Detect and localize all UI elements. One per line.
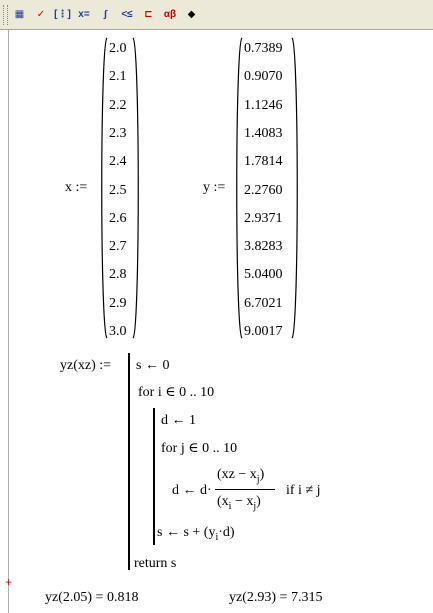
greek-icon[interactable]: αβ	[163, 9, 177, 20]
calculator-icon[interactable]: ▦	[14, 9, 25, 20]
fraction-bar	[215, 489, 275, 490]
y-cell-4[interactable]: 1.7814	[244, 154, 283, 170]
x-cell-6[interactable]: 2.6	[109, 210, 127, 226]
y-cell-2[interactable]: 1.1246	[244, 97, 283, 113]
calculus-icon[interactable]: ∫	[104, 9, 107, 20]
y-cell-9[interactable]: 6.7021	[244, 295, 283, 311]
function-definition-label: yz(xz) :=	[60, 358, 112, 373]
program-outer-bar	[128, 353, 130, 570]
y-cell-1[interactable]: 0.9070	[244, 69, 283, 85]
y-vector[interactable]	[234, 36, 300, 340]
y-cell-6[interactable]: 2.9371	[244, 210, 283, 226]
for-i-line[interactable]: for i ∈ 0 .. 10	[138, 385, 215, 400]
x-cell-9[interactable]: 2.9	[109, 295, 127, 311]
x-cell-0[interactable]: 2.0	[109, 41, 127, 56]
x-cell-5[interactable]: 2.5	[109, 182, 127, 198]
s-update-line[interactable]: s ← $s + (y_i\cdot d)$	[157, 525, 235, 543]
y-cell-3[interactable]: 1.4083	[244, 125, 283, 141]
evaluation-icon[interactable]: x=	[78, 9, 90, 20]
y-cell-10[interactable]: 9.0017	[244, 324, 283, 339]
y-definition-label: y :=	[203, 180, 226, 195]
result-1-expr: yz(2.05)	[45, 590, 93, 605]
result-1-value: 0.818	[106, 590, 139, 605]
d-init-line[interactable]: d ← 1	[161, 413, 196, 428]
x-cell-1[interactable]: 2.1	[109, 69, 127, 85]
programming-icon[interactable]: ⊏	[144, 9, 153, 20]
result-2-expr: yz(2.93)	[229, 590, 277, 605]
result-1-equals: =	[95, 590, 104, 605]
x-vector[interactable]	[99, 36, 141, 340]
x-cell-7[interactable]: 2.7	[109, 239, 127, 255]
matrix-icon[interactable]: [⋮]	[54, 9, 71, 20]
x-cell-8[interactable]: 2.8	[109, 267, 127, 283]
x-cell-4[interactable]: 2.4	[109, 154, 127, 170]
y-cell-5[interactable]: 2.2760	[244, 182, 283, 198]
insertion-cursor: +	[5, 575, 13, 589]
math-toolbar	[0, 0, 433, 30]
graph-icon[interactable]: ✓	[36, 9, 46, 20]
fraction-numerator: $(xz - x_j)$	[217, 467, 265, 485]
result-2[interactable]	[229, 591, 322, 605]
worksheet-margin	[8, 30, 9, 613]
symbolic-icon[interactable]: ◆	[187, 9, 196, 20]
for-j-line[interactable]: for j ∈ 0 .. 10	[161, 441, 238, 456]
fraction-denominator: $(x_i - x_j)$	[217, 494, 261, 512]
result-2-equals: =	[279, 590, 288, 605]
d-assign-prefix[interactable]: d ← d·	[172, 483, 212, 498]
toolbar-grip[interactable]	[3, 5, 8, 25]
result-1[interactable]	[45, 591, 138, 605]
x-cell-10[interactable]: 3.0	[109, 324, 127, 339]
y-cell-0[interactable]: 0.7389	[244, 41, 283, 56]
y-cell-7[interactable]: 3.8283	[244, 239, 283, 255]
return-line[interactable]: return s	[134, 556, 177, 571]
x-cell-3[interactable]: 2.3	[109, 125, 127, 141]
if-condition[interactable]: if i ≠ j	[286, 483, 321, 498]
program-inner-bar	[153, 408, 155, 545]
x-definition-label: x :=	[65, 180, 88, 195]
x-cell-2[interactable]: 2.2	[109, 97, 127, 113]
boolean-icon[interactable]: <≤	[121, 9, 133, 20]
result-2-value: 7.315	[290, 590, 323, 605]
y-cell-8[interactable]: 5.0400	[244, 267, 283, 283]
s-init-line[interactable]: s ← 0	[136, 358, 170, 373]
